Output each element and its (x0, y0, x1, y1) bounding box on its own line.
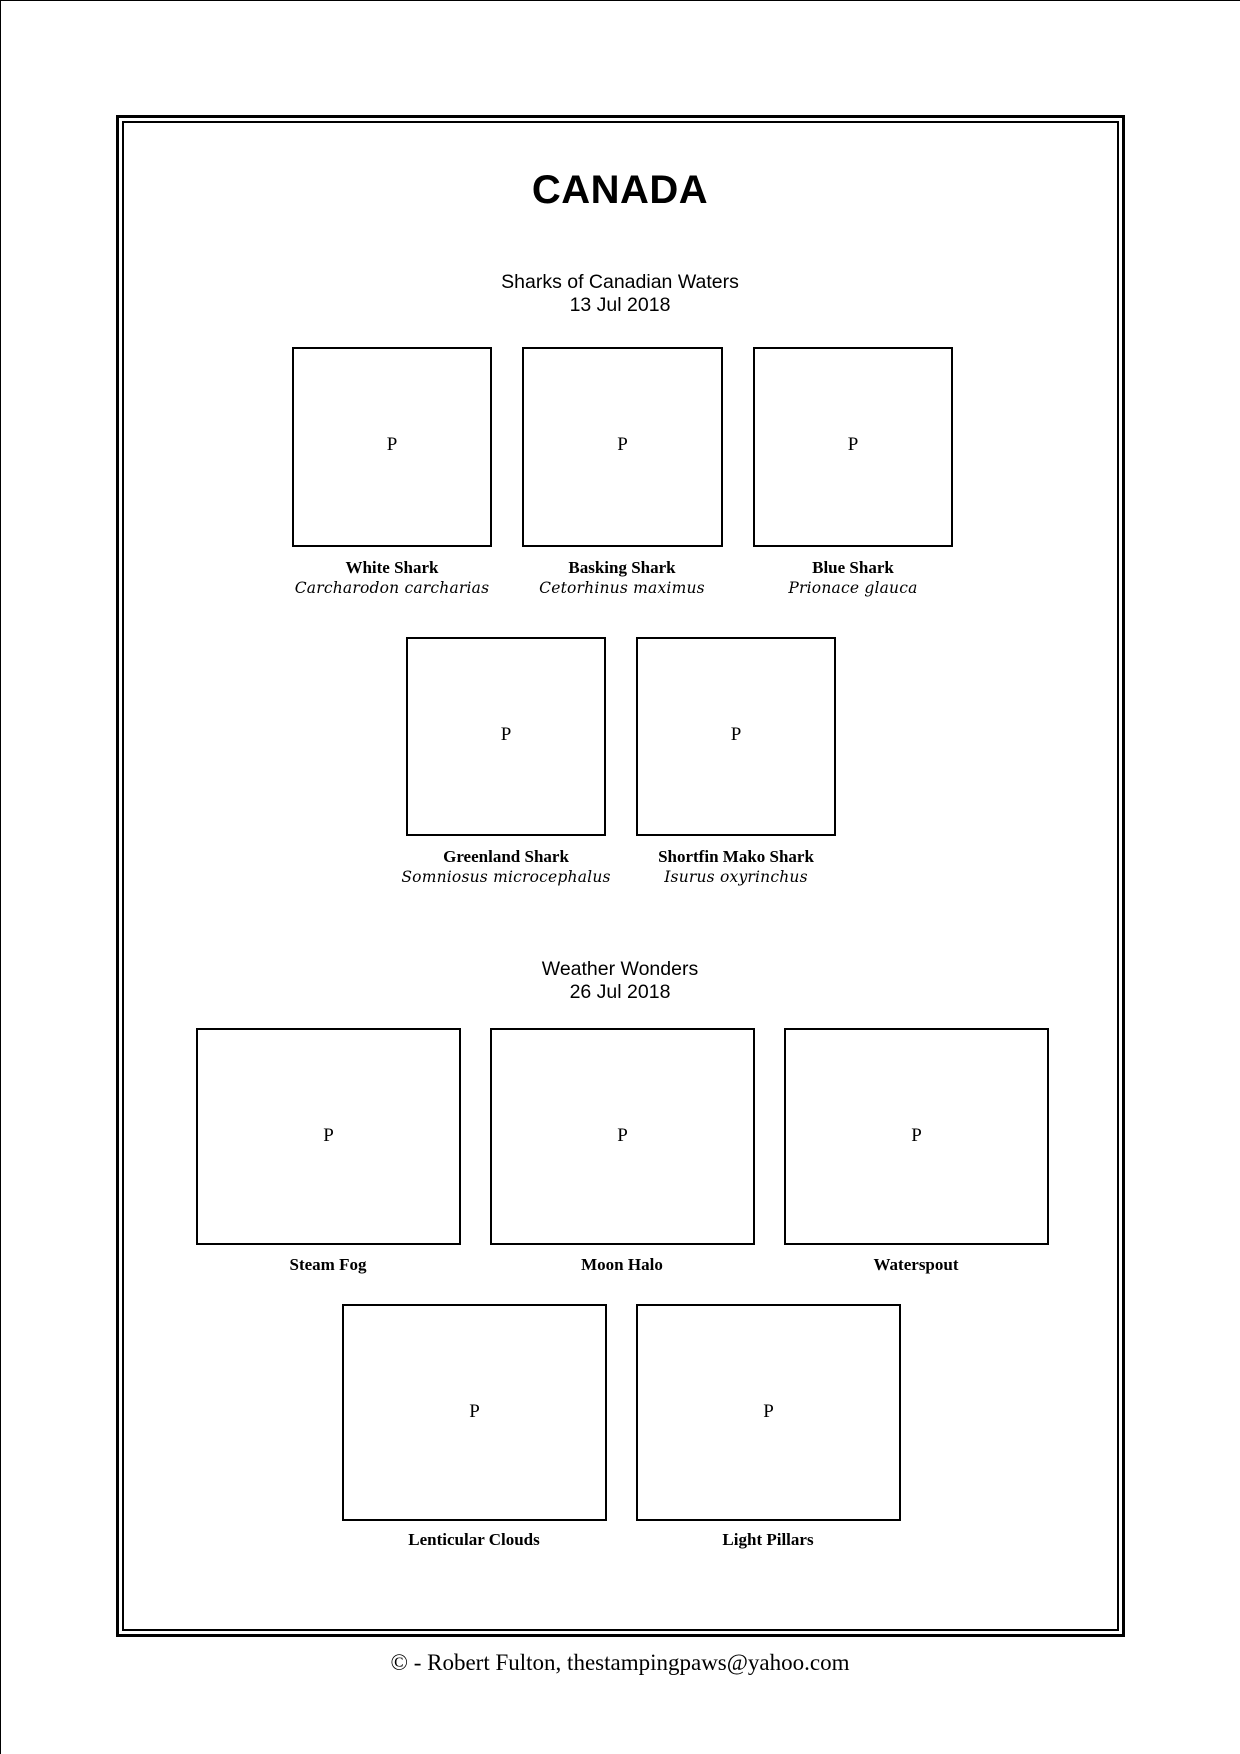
page-title: CANADA (531, 168, 709, 212)
stamp-caption (324, 1529, 624, 1550)
set-date: 13 Jul 2018 (569, 294, 671, 316)
page-edge-left (0, 0, 1, 1754)
stamp-slot-blue-shark (753, 347, 953, 547)
stamp-scientific-name: Carcharodon carcharias (294, 579, 490, 597)
stamp-slot-waterspout (784, 1028, 1049, 1245)
slot-mark: P (730, 724, 742, 745)
stamp-name: White Shark (345, 558, 439, 577)
set-heading-weather (0, 958, 1240, 1004)
slot-mark: P (617, 434, 628, 455)
copyright-footer: © - Robert Fulton, thestampingpaws@yahoo.com (390, 1650, 850, 1675)
stamp-caption (766, 1254, 1066, 1275)
set-title: Sharks of Canadian Waters (501, 271, 739, 293)
slot-mark: P (763, 1401, 774, 1422)
stamp-caption (472, 1254, 772, 1275)
slot-mark: P (469, 1401, 480, 1422)
stamp-name: Light Pillars (722, 1530, 814, 1549)
stamp-caption (586, 846, 886, 888)
stamp-scientific-name: Cetorhinus maximus (539, 579, 705, 597)
slot-mark: P (500, 724, 512, 745)
stamp-name: Blue Shark (812, 558, 894, 577)
stamp-name: Greenland Shark (443, 847, 569, 866)
stamp-slot-shortfin-mako-shark (636, 637, 836, 836)
stamp-slot-basking-shark (522, 347, 723, 547)
set-title: Weather Wonders (541, 958, 699, 980)
stamp-scientific-name: Somniosus microcephalus (401, 868, 611, 886)
stamp-slot-lenticular-clouds (342, 1304, 607, 1521)
stamp-name: Moon Halo (581, 1255, 663, 1274)
stamp-name: Waterspout (873, 1255, 959, 1274)
stamp-slot-light-pillars (636, 1304, 901, 1521)
slot-mark: P (617, 1125, 628, 1146)
stamp-name: Shortfin Mako Shark (658, 847, 814, 866)
stamp-slot-greenland-shark (406, 637, 606, 836)
slot-mark: P (323, 1125, 334, 1146)
set-date: 26 Jul 2018 (569, 981, 671, 1003)
stamp-slot-white-shark (292, 347, 492, 547)
stamp-scientific-name: Isurus oxyrinchus (664, 868, 808, 886)
stamp-caption (618, 1529, 918, 1550)
page-edge-top (0, 0, 1240, 1)
stamp-name: Basking Shark (568, 558, 676, 577)
slot-mark: P (847, 434, 859, 455)
stamp-caption (703, 557, 1003, 599)
stamp-slot-steam-fog (196, 1028, 461, 1245)
slot-mark: P (386, 434, 398, 455)
set-heading-sharks (0, 271, 1240, 317)
stamp-caption (178, 1254, 478, 1275)
slot-mark: P (911, 1125, 922, 1146)
stamp-scientific-name: Prionace glauca (788, 579, 918, 597)
stamp-name: Lenticular Clouds (408, 1530, 540, 1549)
stamp-name: Steam Fog (289, 1255, 367, 1274)
stamp-slot-moon-halo (490, 1028, 755, 1245)
